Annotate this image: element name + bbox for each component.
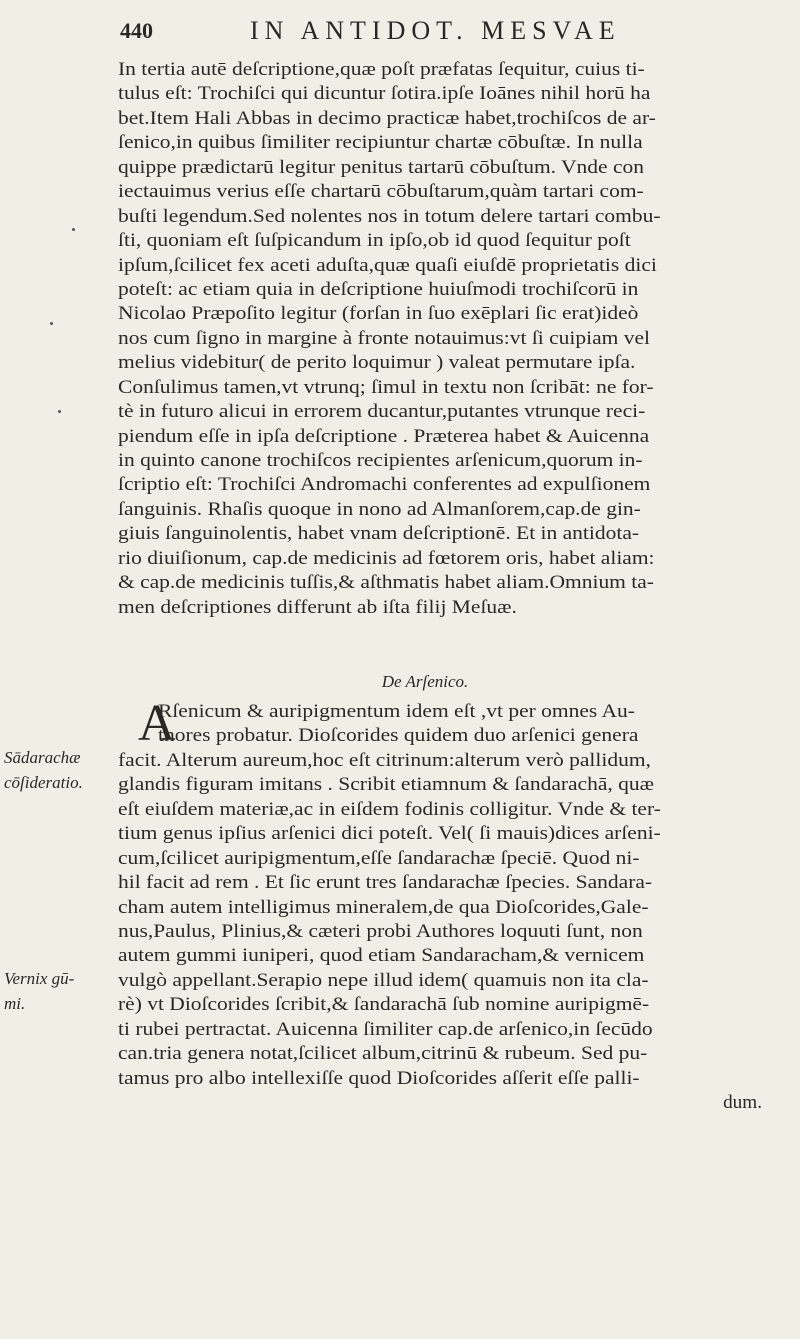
ink-speck [72,228,75,231]
paragraph-de-arsenico [118,695,770,1115]
margin-note-mi: mi. [4,994,26,1013]
text-line: In tertia autē deſcriptione,quæ poſt præfatas ſequitur, cuius ti- [118,59,645,80]
text-line: men deſcriptiones differunt ab iſta filij Meſuæ. [118,596,517,618]
text-line: glandis figuram imitans . Scribit etiamnum & ſandarachā, quæ [118,774,654,796]
text-line: in quinto canone trochiſcos recipientes arſenicum,quorum in- [118,450,643,471]
text-line: poteſt: ac etiam quia in deſcriptione huiuſmodi trochiſcorū in [118,278,639,300]
text-line: ſenico,in quibus ſimiliter recipiuntur chartæ cōbuſtæ. In nulla [118,132,643,154]
text-line: tium genus ipſius arſenici dici poteſt. Vel( ſi mauis)dices arſeni- [118,823,661,845]
margin-note-sandaracha: Sādarachæ [4,748,81,767]
text-line: iectauimus verius eſſe chartarū cōbuſtarum,quàm tartari com- [118,181,644,203]
text-line: Conſulimus tamen,vt vtrunq; ſimul in textu non ſcribāt: ne for- [118,376,654,398]
text-line: can.tria genera notat,ſcilicet album,citrinū & rubeum. Sed pu- [118,1043,648,1065]
text-line: ipſum,ſcilicet fex aceti aduſta,quæ quaſi eiuſdē proprietatis dici [118,254,657,276]
text-line: eſt eiuſdem materiæ,ac in eiſdem fodinis colligitur. Vnde & ter- [118,798,661,820]
page-number: 440 [120,18,153,43]
text-line: piendum eſſe in ipſa deſcriptione . Præterea habet & Auicenna [118,425,650,447]
page-header [120,14,760,48]
ink-speck [50,322,53,325]
paragraph-tertia [118,58,770,620]
text-line: tulus eſt: Trochiſci qui dicuntur ſotira.ipſe Ioānes nihil horū ha [118,83,651,105]
text-line: nos cum ſigno in margine à fronte notauimus:vt ſi cuipiam vel [118,327,650,349]
text-line: thores probatur. Dioſcorides quidem duo arſenici genera [158,725,639,747]
text-line: quippe prædictarū legitur penitus tartarū cōbuſtum. Vnde con [118,156,644,178]
text-line: Rſenicum & auripigmentum idem eſt ,vt per omnes Au- [158,701,635,722]
text-line: & cap.de medicinis tuſſis,& aſthmatis habet aliam.Omnium ta- [118,572,654,594]
text-line: nus,Paulus, Plinius,& cæteri probi Authores loquuti ſunt, non [118,920,643,942]
margin-note-consideratio: cōſideratio. [4,773,83,792]
text-line: ſcriptio eſt: Trochiſci Andromachi conferentes ad expulſionem [118,474,651,496]
text-line: rè) vt Dioſcorides ſcribit,& ſandarachā ſub nomine auripigmē- [118,994,650,1016]
text-line: autem gummi iuniperi, quod etiam Sandaracham,& vernicem [118,945,645,967]
drop-capital: A [138,695,176,752]
text-line: tamus pro albo intellexiſſe quod Dioſcorides aſſerit eſſe palli- [118,1067,640,1089]
text-line: rio diuiſionum, cap.de medicinis ad fœtorem oris, habet aliam: [118,547,655,569]
text-line: tè in futuro alicui in errorem ducantur,putantes vtrunque reci- [118,401,646,423]
text-line: Nicolao Præpoſito legitur (forſan in ſuo exēplari ſic erat)ideò [118,303,639,325]
text-line: cum,ſcilicet auripigmentum,eſſe ſandarachæ ſpeciē. Quod ni- [118,847,640,869]
text-line: giuis ſanguinolentis, habet vnam deſcriptionē. Et in antidota- [118,523,640,545]
ink-speck [58,410,61,413]
section-heading: De Arſenico. [381,672,469,691]
text-line: dum. [723,1092,762,1113]
text-line: buſti legendum.Sed nolentes nos in totum delere tartari combu- [118,205,661,227]
text-line: cham autem intelligimus mineralem,de qua Dioſcorides,Gale- [118,896,649,918]
text-line: melius videbitur( de perito loquimur ) valeat permutare ipſa. [118,352,636,374]
text-line: bet.Item Hali Abbas in decimo practicæ habet,trochiſcos de ar- [118,107,656,129]
running-title: IN ANTIDOT. MESVAE [250,16,621,45]
text-line: ſti, quoniam eſt ſuſpicandum in ipſo,ob id quod ſequitur poſt [118,230,631,252]
text-line: ti rubei pertractat. Auicenna ſimiliter cap.de arſenico,in ſecūdo [118,1018,653,1040]
text-line: ſanguinis. Rhaſis quoque in nono ad Almanſorem,cap.de gin- [118,498,641,520]
text-line: facit. Alterum aureum,hoc eſt citrinum:alterum verò pallidum, [118,749,651,771]
text-line: hil facit ad rem . Et ſic erunt tres ſandarachæ ſpecies. Sandara- [118,872,653,894]
margin-note-vernix: Vernix gū- [4,969,75,988]
text-line: vulgò appellant.Serapio nepe illud idem( quamuis non ita cla- [118,969,649,991]
